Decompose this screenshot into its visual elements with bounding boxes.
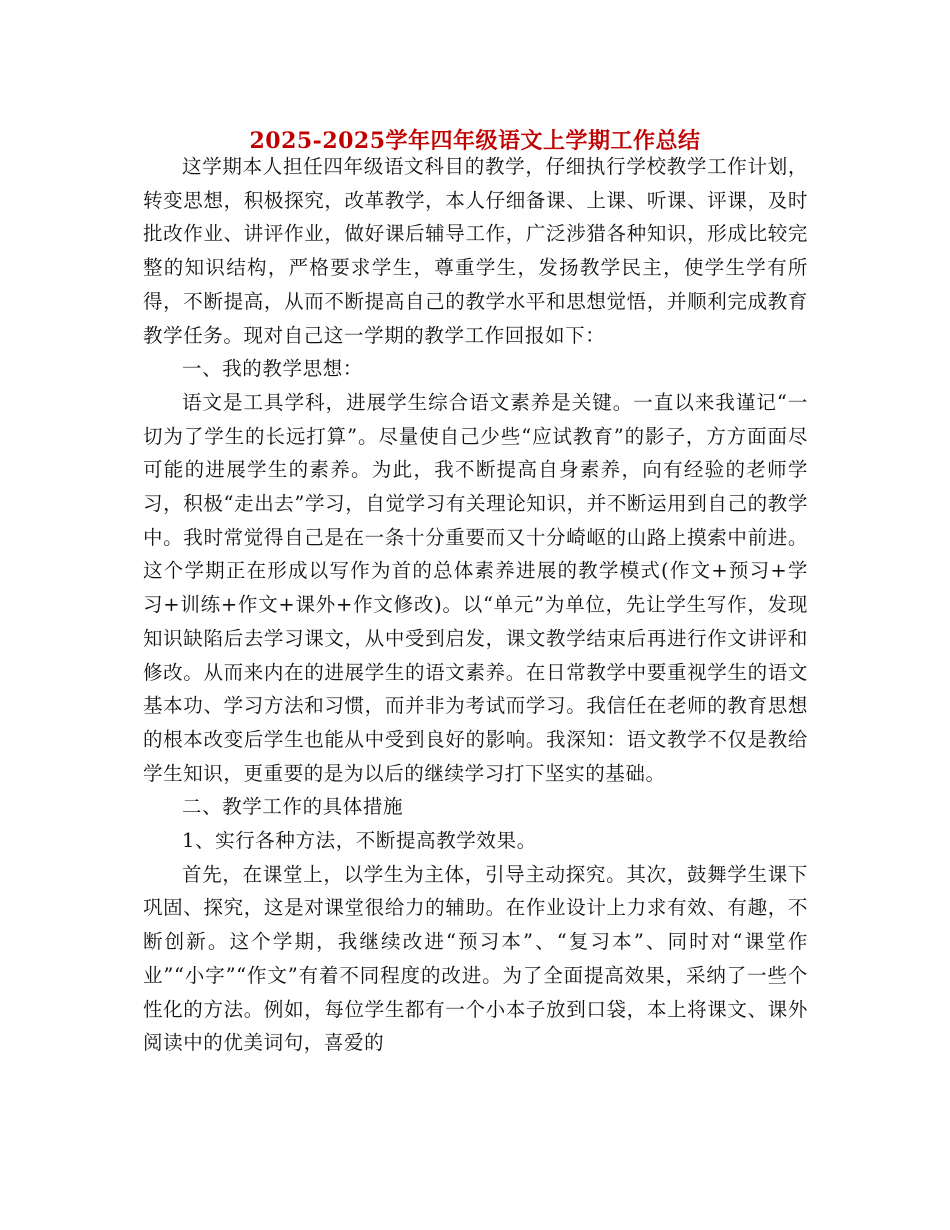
paragraph-methods: 首先，在课堂上，以学生为主体，引导主动探究。其次，鼓舞学生课下巩固、探究，这是对课堂很给力的辅助。在作业设计上力求有效、有趣，不断创新。这个学期，我继续改进“预习本”、“复习本”、同时对“课堂作业”“小字”“作文”有着不同程度的改进。为了全面提高效果，采纳了一些个性化的方法。例如，每位学生都有一个小本子放到口袋，本上将课文、课外阅读中的优美词句，喜爱的 (143, 862, 808, 1055)
paragraph-intro: 这学期本人担任四年级语文科目的教学，仔细执行学校教学工作计划，转变思想，积极探究，改革教学，本人仔细备课、上课、听课、评课，及时批改作业、讲评作业，做好课后辅导工作，广泛涉猎各种知识，形成比较完整的知识结构，严格要求学生，尊重学生，发扬教学民主，使学生学有所得，不断提高，从而不断提高自己的教学水平和思想觉悟，并顺利完成教育教学任务。现对自己这一学期的教学工作回报如下： (143, 155, 808, 347)
subsection-heading-methods: 1、实行各种方法，不断提高教学效果。 (182, 829, 537, 853)
section-heading-measures: 二、教学工作的具体措施 (182, 795, 404, 819)
document-body (143, 150, 808, 1060)
paragraph-teaching-thoughts: 语文是工具学科，进展学生综合语文素养是关键。一直以来我谨记“一切为了学生的长远打算”。尽量使自己少些“应试教育”的影子，方方面面尽可能的进展学生的素养。为此，我不断提高自身素养，向有经验的老师学习，积极“走出去”学习，自觉学习有关理论知识，并不断运用到自己的教学中。我时常觉得自己是在一条十分重要而又十分崎岖的山路上摸索中前进。这个学期正在形成以写作为首的总体素养进展的教学模式(作文+预习+学习+训练+作文+课外+作文修改)。以“单元”为单位，先让学生写作，发现知识缺陷后去学习课文，从中受到启发，课文教学结束后再进行作文讲评和修改。从而来内在的进展学生的语文素养。在日常教学中要重视学生的语文基本功、学习方法和习惯，而并非为考试而学习。我信任在老师的教育思想的根本改变后学生也能从中受到良好的影响。我深知：语文教学不仅是教给学生知识，更重要的是为以后的继续学习打下坚实的基础。 (143, 390, 808, 785)
section-heading-teaching-thoughts: 一、我的教学思想： (182, 357, 363, 381)
document-title: 2025-2025学年四年级语文上学期工作总结 (249, 127, 701, 154)
